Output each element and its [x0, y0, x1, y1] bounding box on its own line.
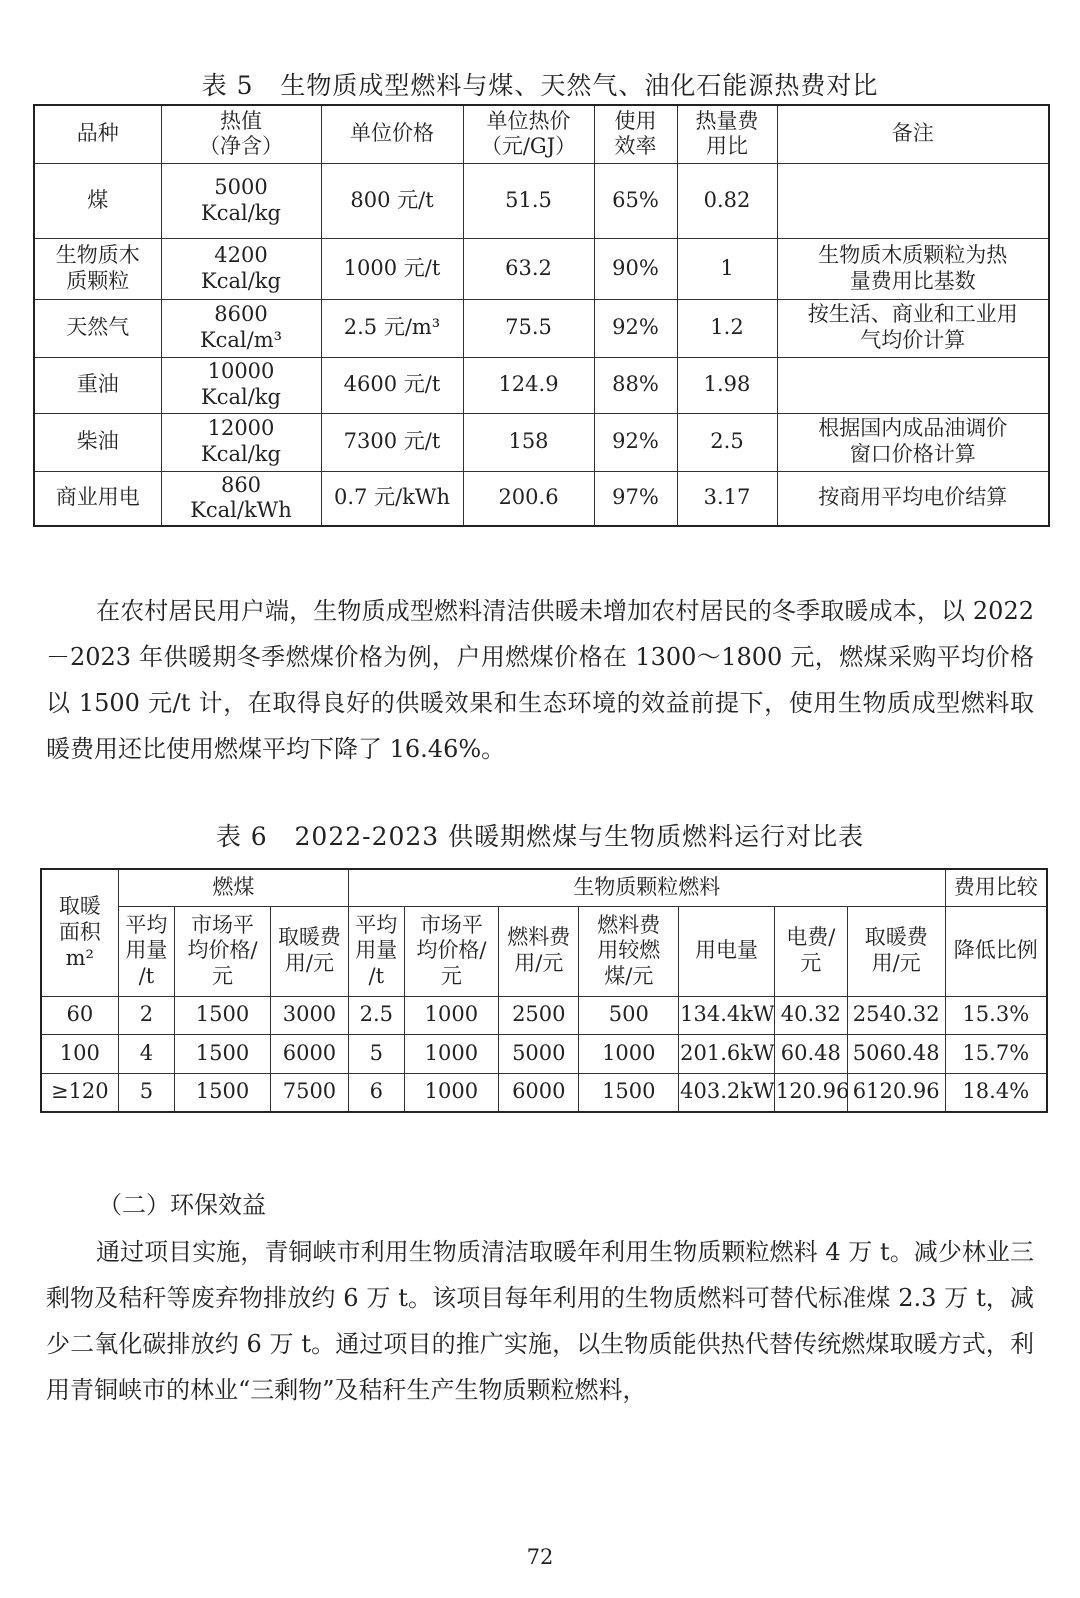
table5-cell-heat: 10000 Kcal/kg — [161, 357, 321, 413]
table5-header-ratio: 热量费 用比 — [677, 105, 777, 163]
table6-cell: 2.5 — [349, 996, 405, 1034]
table5-header-unit-price: 单位价格 — [321, 105, 463, 163]
table5-cell-heat: 4200 Kcal/kg — [161, 238, 321, 299]
table-row — [34, 238, 1049, 299]
table6-cell: 134.4kW — [679, 996, 775, 1034]
table5-cell-unit-price: 124.9 — [463, 357, 594, 413]
page-number: 72 — [526, 1545, 554, 1569]
table5-cell-heat: 5000 Kcal/kg — [161, 163, 321, 238]
table5-cell-price: 2.5 元/m³ — [321, 299, 463, 357]
table6-cell: 1500 — [175, 996, 271, 1034]
table6-cell: 2500 — [499, 996, 579, 1034]
paragraph-environmental-benefits: 通过项目实施，青铜峡市利用生物质清洁取暖年利用生物质颗粒燃料 4 万 t。减少林业三剩物及秸秆等废弃物排放约 6 万 t。该项目每年利用的生物质燃料可替代标准煤 2.3 万 t，减少二氧化碳排放约 6 万 t。通过项目的推广实施，以生物质能供热代替传统燃煤取暖方式，利用青铜峡市的林业“三剩物”及秸秆生产生物质颗粒燃料， — [46, 1238, 1034, 1404]
table5-cell-note: 根据国内成品油调价 窗口价格计算 — [777, 413, 1049, 471]
table6-sub-header-row — [41, 906, 1047, 996]
table5-cell-price: 4600 元/t — [321, 357, 463, 413]
table6-cell: 5 — [118, 1073, 175, 1112]
table6-header-bio-fuel-cost: 燃料费 用/元 — [499, 906, 579, 996]
table-row — [34, 299, 1049, 357]
section-heading: （二）环保效益 — [98, 1191, 266, 1219]
table-row — [41, 1073, 1047, 1112]
table6-cell: 6000 — [499, 1073, 579, 1112]
table6-cell: 60 — [41, 996, 118, 1034]
table5-cell-note: 按商用平均电价结算 — [777, 471, 1049, 526]
table6-cell: 500 — [579, 996, 679, 1034]
table5-cell-price: 800 元/t — [321, 163, 463, 238]
table6-cell: 2 — [118, 996, 175, 1034]
table5-cell-eff: 92% — [594, 299, 677, 357]
table5-cell-note — [777, 163, 1049, 238]
table5-cell-unit-price: 75.5 — [463, 299, 594, 357]
paragraph-rural-heating-cost: 在农村居民用户端，生物质成型燃料清洁供暖未增加农村居民的冬季取暖成本，以 2022－2023 年供暖期冬季燃煤价格为例，户用燃煤价格在 1300～1800 元，燃煤采购平均价格以 1500 元/t 计，在取得良好的供暖效果和生态环境的效益前提下，使用生物质成型燃料取暖费用还比使用燃煤平均下降了 16.46%。 — [46, 597, 1034, 763]
table5-header-variety: 品种 — [34, 105, 161, 163]
table5-cell-ratio: 1.2 — [677, 299, 777, 357]
table5-header-note: 备注 — [777, 105, 1049, 163]
table-row — [41, 996, 1047, 1034]
table5-cell-eff: 92% — [594, 413, 677, 471]
table6-header-reduction: 降低比例 — [945, 906, 1047, 996]
table6-header-bio-amount: 平均 用量 /t — [349, 906, 405, 996]
table6-cell: 6120.96 — [847, 1073, 945, 1112]
table6-cell: 6000 — [270, 1034, 348, 1073]
table5-cell-heat: 8600 Kcal/m³ — [161, 299, 321, 357]
table5-cell-note — [777, 357, 1049, 413]
table5-cell-price: 0.7 元/kWh — [321, 471, 463, 526]
table6-cell: 1500 — [175, 1073, 271, 1112]
table5-cell-ratio: 3.17 — [677, 471, 777, 526]
table5-header-row — [34, 105, 1049, 163]
table5-cell-note: 生物质木质颗粒为热 量费用比基数 — [777, 238, 1049, 299]
table6-header-power-use: 用电量 — [679, 906, 775, 996]
table6-header-coal-cost: 取暖费 用/元 — [270, 906, 348, 996]
table6-header-coal-price: 市场平 均价格/ 元 — [175, 906, 271, 996]
table5-header-unit-heat-price: 单位热价 （元/GJ） — [463, 105, 594, 163]
table5-cell-name: 生物质木 质颗粒 — [34, 238, 161, 299]
table6-group-header-row — [41, 869, 1047, 906]
table5-cell-unit-price: 63.2 — [463, 238, 594, 299]
table5-cell-name: 天然气 — [34, 299, 161, 357]
table5-header-heat-value: 热值 （净含） — [161, 105, 321, 163]
table6-header-power-cost: 电费/ 元 — [774, 906, 847, 996]
table6-header-coal: 燃煤 — [118, 869, 348, 906]
table6-header-bio-vs-coal: 燃料费 用较燃 煤/元 — [579, 906, 679, 996]
table-row — [34, 471, 1049, 526]
table5-cell-eff: 90% — [594, 238, 677, 299]
table5-cell-ratio: 0.82 — [677, 163, 777, 238]
table6-cell: 5000 — [499, 1034, 579, 1073]
table6-cell: 7500 — [270, 1073, 348, 1112]
table5-cell-name: 煤 — [34, 163, 161, 238]
table5-cell-name: 柴油 — [34, 413, 161, 471]
table6-cell: 2540.32 — [847, 996, 945, 1034]
table5-cell-eff: 65% — [594, 163, 677, 238]
table5 — [33, 104, 1050, 527]
table5-cell-heat: 12000 Kcal/kg — [161, 413, 321, 471]
table6-header-coal-amount: 平均 用量 /t — [118, 906, 175, 996]
table6 — [40, 868, 1048, 1113]
table5-cell-unit-price: 158 — [463, 413, 594, 471]
table6-header-area: 取暖 面积 m² — [41, 869, 118, 996]
table5-cell-price: 7300 元/t — [321, 413, 463, 471]
table6-cell: 15.3% — [945, 996, 1047, 1034]
table-row — [34, 413, 1049, 471]
table6-header-biomass: 生物质颗粒燃料 — [349, 869, 946, 906]
table-row — [34, 163, 1049, 238]
table6-cell: 60.48 — [774, 1034, 847, 1073]
table5-cell-unit-price: 51.5 — [463, 163, 594, 238]
table6-header-cost-compare: 费用比较 — [945, 869, 1047, 906]
table6-header-heating-cost: 取暖费 用/元 — [847, 906, 945, 996]
table5-cell-unit-price: 200.6 — [463, 471, 594, 526]
table5-cell-heat: 860 Kcal/kWh — [161, 471, 321, 526]
table6-caption: 表 6 2022-2023 供暖期燃煤与生物质燃料运行对比表 — [215, 822, 865, 851]
table6-cell: 1500 — [579, 1073, 679, 1112]
table-row — [34, 357, 1049, 413]
table6-cell: 5060.48 — [847, 1034, 945, 1073]
table6-header-bio-price: 市场平 均价格/ 元 — [404, 906, 499, 996]
table5-cell-ratio: 1.98 — [677, 357, 777, 413]
table5-cell-price: 1000 元/t — [321, 238, 463, 299]
table6-cell: 1000 — [404, 1034, 499, 1073]
table6-cell: 201.6kW — [679, 1034, 775, 1073]
table5-caption: 表 5 生物质成型燃料与煤、天然气、油化石能源热费对比 — [201, 71, 879, 100]
table6-cell: 3000 — [270, 996, 348, 1034]
table5-cell-note: 按生活、商业和工业用 气均价计算 — [777, 299, 1049, 357]
table5-cell-name: 重油 — [34, 357, 161, 413]
table6-cell: 15.7% — [945, 1034, 1047, 1073]
table6-cell: 1000 — [404, 1073, 499, 1112]
table6-cell: 403.2kW — [679, 1073, 775, 1112]
table5-cell-name: 商业用电 — [34, 471, 161, 526]
table6-cell: 6 — [349, 1073, 405, 1112]
table6-cell: 5 — [349, 1034, 405, 1073]
table6-cell: 18.4% — [945, 1073, 1047, 1112]
table6-cell: 1000 — [579, 1034, 679, 1073]
table6-cell: 1000 — [404, 996, 499, 1034]
table6-cell: 4 — [118, 1034, 175, 1073]
table6-cell: ≥120 — [41, 1073, 118, 1112]
table-row — [41, 1034, 1047, 1073]
table5-header-efficiency: 使用 效率 — [594, 105, 677, 163]
table5-cell-ratio: 1 — [677, 238, 777, 299]
table5-cell-eff: 88% — [594, 357, 677, 413]
table6-cell: 100 — [41, 1034, 118, 1073]
table5-cell-eff: 97% — [594, 471, 677, 526]
table6-cell: 120.96 — [774, 1073, 847, 1112]
table6-cell: 40.32 — [774, 996, 847, 1034]
table5-cell-ratio: 2.5 — [677, 413, 777, 471]
table6-cell: 1500 — [175, 1034, 271, 1073]
